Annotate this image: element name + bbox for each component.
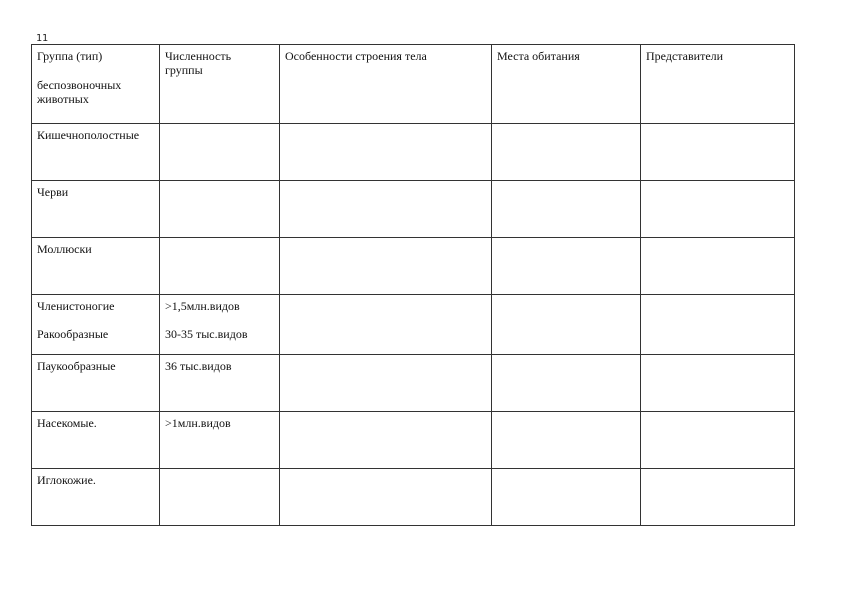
header-representatives: Представители: [641, 45, 795, 124]
cell-habitat: [492, 295, 641, 355]
cell-representatives: [641, 469, 795, 526]
cell-habitat: [492, 124, 641, 181]
cell-representatives: [641, 355, 795, 412]
header-group-line2: беспозвоночных: [37, 78, 122, 92]
cell-habitat: [492, 355, 641, 412]
header-habitat: Места обитания: [492, 45, 641, 124]
table-row: [32, 412, 795, 469]
cell-count: [160, 238, 280, 295]
table-row: [32, 181, 795, 238]
cell-group-main: Членистоногие: [37, 299, 115, 313]
header-group-line3: животных: [37, 92, 89, 106]
cell-habitat: [492, 412, 641, 469]
cell-group: Насекомые.: [32, 412, 160, 469]
cell-structure: [280, 124, 492, 181]
cell-count: >1млн.видов: [160, 412, 280, 469]
cell-count: [160, 295, 280, 355]
cell-representatives: [641, 238, 795, 295]
cell-representatives: [641, 124, 795, 181]
cell-group: Черви: [32, 181, 160, 238]
cell-representatives: [641, 295, 795, 355]
cell-count: [160, 469, 280, 526]
invertebrates-table: [31, 44, 795, 526]
cell-habitat: [492, 181, 641, 238]
cell-structure: [280, 181, 492, 238]
cell-group: Кишечнополостные: [32, 124, 160, 181]
table-row: [32, 469, 795, 526]
cell-group-sub: Ракообразные: [37, 327, 109, 341]
cell-structure: [280, 469, 492, 526]
cell-count-main: >1,5млн.видов: [165, 299, 240, 313]
header-count-line1: Численность: [165, 49, 232, 63]
header-structure: Особенности строения тела: [280, 45, 492, 124]
cell-representatives: [641, 181, 795, 238]
table-row: [32, 355, 795, 412]
cell-count: 36 тыс.видов: [160, 355, 280, 412]
header-count-line2: группы: [165, 63, 203, 77]
cell-group: [32, 295, 160, 355]
cell-habitat: [492, 469, 641, 526]
cell-structure: [280, 295, 492, 355]
header-group-line1: Группа (тип): [37, 49, 103, 63]
table-row: [32, 238, 795, 295]
cell-habitat: [492, 238, 641, 295]
table-row: [32, 295, 795, 355]
cell-group: Иглокожие.: [32, 469, 160, 526]
cell-group: Паукообразные: [32, 355, 160, 412]
cell-structure: [280, 355, 492, 412]
table-header-row: [32, 45, 795, 124]
cell-count-sub: 30-35 тыс.видов: [165, 327, 248, 341]
cell-group: Моллюски: [32, 238, 160, 295]
cell-representatives: [641, 412, 795, 469]
header-count: [160, 45, 280, 124]
cell-structure: [280, 412, 492, 469]
cell-count: [160, 124, 280, 181]
header-group: [32, 45, 160, 124]
page-number: 11: [36, 33, 49, 44]
table-row: [32, 124, 795, 181]
cell-count: [160, 181, 280, 238]
cell-structure: [280, 238, 492, 295]
